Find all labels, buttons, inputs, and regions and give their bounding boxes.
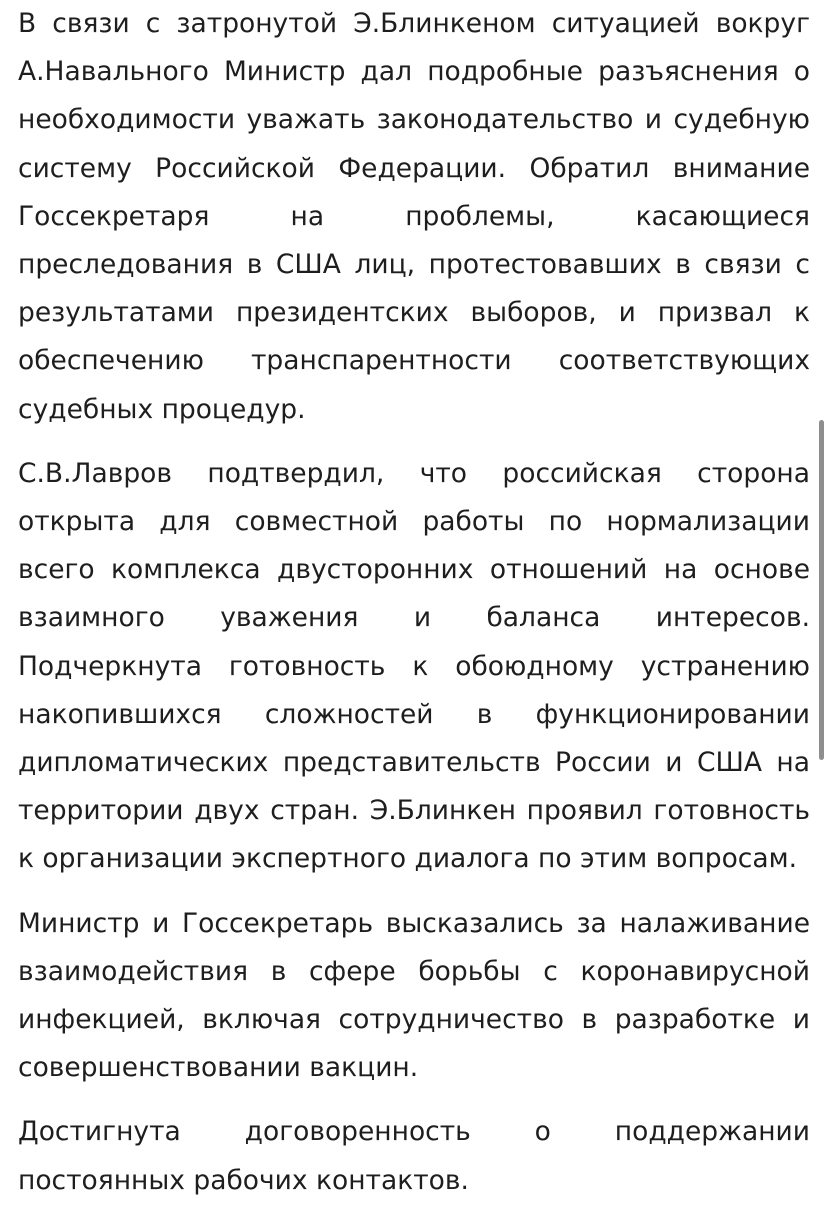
paragraph-coronavirus: Министр и Госсекретарь высказались за налаживание взаимодействия в сфере борьбы с коронавирусной инфекцией, включая сотрудничество в разработке и совершенствовании вакцин. [18,907,810,1084]
vertical-scrollbar[interactable] [819,420,824,760]
paragraph-contacts: Достигнута договоренность о поддержании постоянных рабочих контактов. [18,1116,810,1196]
paragraph-navalny: В связи с затронутой Э.Блинкеном ситуацией вокруг А.Навального Министр дал подробные разъяснения о необходимости уважать законодательство и судебную систему Российской Федерации. Обратил внимание Госсекретаря на проблемы, касающиеся преследования в США лиц, протестовавших в связи с результатами президентских выборов, и призвал к обеспечению транспарентности соответствующих судебных процедур. [18,8,810,425]
article-body [18,0,810,1205]
paragraph-bilateral-relations: С.В.Лавров подтвердил, что российская сторона открыта для совместной работы по нормализации всего комплекса двусторонних отношений на основе взаимного уважения и баланса интересов. Подчеркнута готовность к обоюдному устранению накопившихся сложностей в функционировании дипломатических представительств России и США на территории двух стран. Э.Блинкен проявил готовность к организации экспертного диалога по этим вопросам. [18,457,810,875]
